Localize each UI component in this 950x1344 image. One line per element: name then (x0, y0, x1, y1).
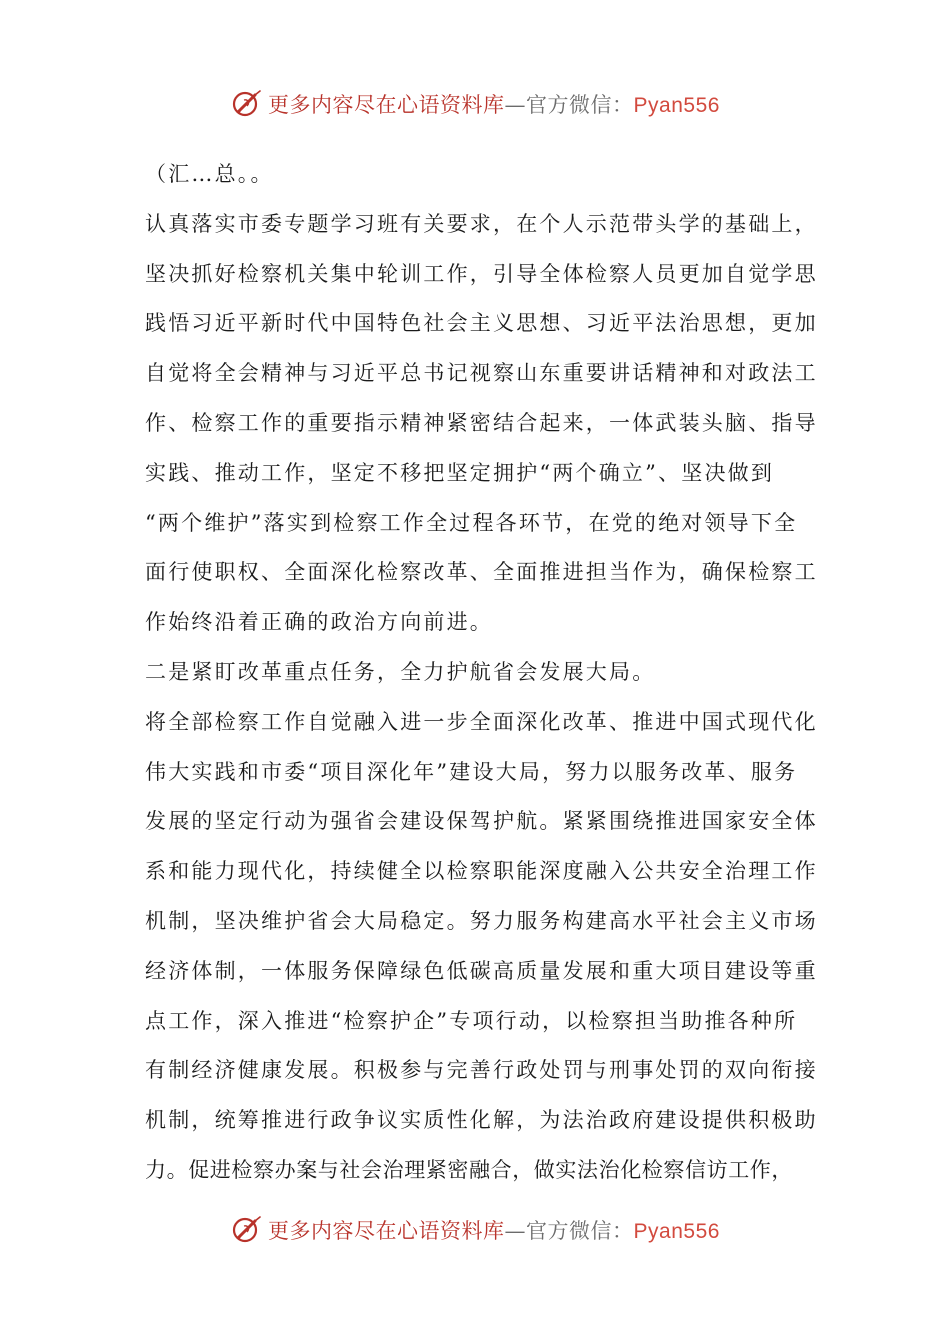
body-line: 作、检察工作的重要指示精神紧密结合起来，一体武装头脑、指导 (145, 410, 818, 435)
body-line: 力。促进检察办案与社会治理紧密融合，做实法治化检察信访工作， (145, 1157, 793, 1182)
body-line: 面行使职权、全面深化检察改革、全面推进担当作为，确保检察工 (145, 560, 818, 585)
pen-logo-icon (230, 87, 264, 121)
body-line: 伟大实践和市委“项目深化年”建设大局，努力以服务改革、服务 (145, 759, 798, 784)
body-line: （汇…总。。 (145, 162, 274, 186)
body-line: 践悟习近平新时代中国特色社会主义思想、习近平法治思想，更加 (145, 311, 818, 336)
body-line: 实践、推动工作，坚定不移把坚定拥护“两个确立”、坚决做到 (145, 460, 775, 485)
section-heading: 二是紧盯改革重点任务，全力护航省会发展大局。 (145, 659, 656, 684)
header-banner-text (268, 89, 720, 119)
footer-dash: — (504, 1219, 527, 1243)
header-wechat-label: 官方微信： (526, 93, 634, 117)
body-line: 机制，统筹推进行政争议实质性化解，为法治政府建设提供积极助 (145, 1108, 818, 1133)
header-site-text: 更多内容尽在心语资料库 (268, 93, 505, 117)
footer-site-text: 更多内容尽在心语资料库 (268, 1219, 505, 1243)
body-line: 发展的坚定行动为强省会建设保驾护航。紧紧围绕推进国家安全体 (145, 809, 818, 834)
body-line: 系和能力现代化，持续健全以检察职能深度融入公共安全治理工作 (145, 859, 818, 884)
header-banner (0, 84, 950, 124)
header-dash: — (504, 93, 527, 117)
body-line: 经济体制，一体服务保障绿色低碳高质量发展和重大项目建设等重 (145, 958, 818, 983)
body-line: 将全部检察工作自觉融入进一步全面深化改革、推进中国式现代化 (145, 709, 818, 734)
footer-banner-text (268, 1215, 720, 1245)
body-line: 机制，坚决维护省会大局稳定。努力服务构建高水平社会主义市场 (145, 908, 818, 933)
body-line: 作始终沿着正确的政治方向前进。 (145, 610, 493, 635)
pen-logo-icon (230, 1213, 264, 1247)
footer-wechat-label: 官方微信： (526, 1219, 634, 1243)
body-line: “两个维护”落实到检察工作全过程各环节，在党的绝对领导下全 (145, 510, 798, 535)
body-line: 自觉将全会精神与习近平总书记视察山东重要讲话精神和对政法工 (145, 361, 818, 386)
body-line: 有制经济健康发展。积极参与完善行政处罚与刑事处罚的双向衔接 (145, 1058, 818, 1083)
footer-banner (0, 1210, 950, 1250)
footer-account: Pyan556 (633, 1220, 720, 1243)
body-line: 点工作，深入推进“检察护企”专项行动，以检察担当助推各种所 (145, 1008, 798, 1033)
body-line: 坚决抓好检察机关集中轮训工作，引导全体检察人员更加自觉学思 (145, 261, 818, 286)
document-body (145, 150, 818, 1196)
header-account: Pyan556 (633, 94, 720, 117)
body-line: 认真落实市委专题学习班有关要求，在个人示范带头学的基础上， (145, 211, 818, 236)
